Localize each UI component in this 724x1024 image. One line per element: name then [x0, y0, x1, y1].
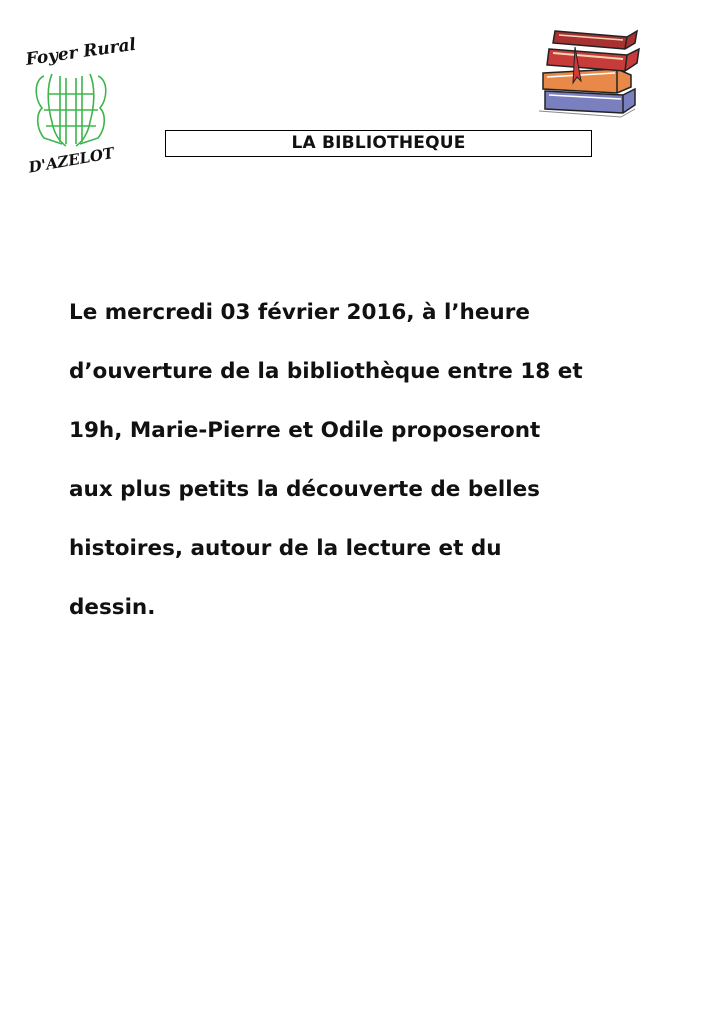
body-line: aux plus petits la découverte de belles: [69, 477, 540, 502]
body-line: 19h, Marie-Pierre et Odile proposeront: [69, 418, 541, 443]
body-line: histoires, autour de la lecture et du: [69, 536, 502, 561]
page-title-box: [165, 130, 592, 157]
announcement-body: [69, 283, 669, 637]
svg-text:D'AZELOT: D'AZELOT: [27, 143, 116, 177]
body-line: dessin.: [69, 595, 156, 620]
body-line: Le mercredi 03 février 2016, à l’heure: [69, 300, 530, 325]
foyer-rural-logo: [22, 34, 138, 177]
svg-text:Foyer Rural: Foyer Rural: [24, 34, 138, 70]
body-line: d’ouverture de la bibliothèque entre 18 et: [69, 359, 583, 384]
stack-of-books-icon: [531, 25, 645, 121]
page-title: LA BIBLIOTHEQUE: [291, 133, 466, 153]
